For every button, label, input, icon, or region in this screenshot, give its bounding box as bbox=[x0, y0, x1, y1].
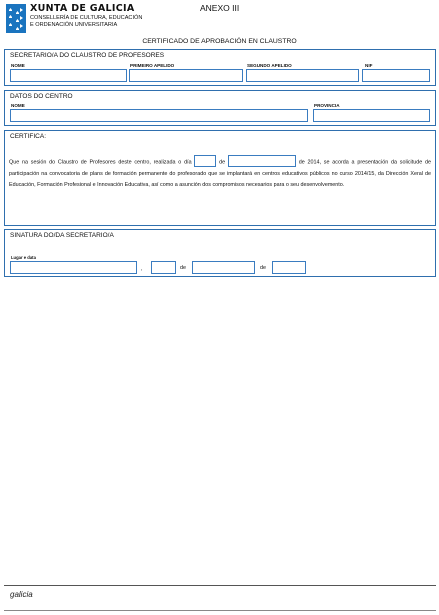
center-section-title: DATOS DO CENTRO bbox=[10, 93, 73, 100]
footer-galicia-logo: galicia bbox=[10, 590, 33, 599]
org-logo-text bbox=[30, 4, 142, 29]
de-separator-1: de bbox=[180, 265, 186, 271]
sign-day-field[interactable] bbox=[151, 261, 176, 274]
secretary-name-field[interactable] bbox=[10, 69, 127, 82]
first-surname-field[interactable] bbox=[129, 69, 243, 82]
center-name-label: NOME bbox=[11, 103, 25, 108]
comma-separator: , bbox=[141, 266, 143, 272]
second-surname-label: SEGUNDO APELIDO bbox=[247, 63, 292, 68]
document-title: CERTIFICADO DE APROBACIÓN EN CLAUSTRO bbox=[142, 38, 297, 45]
certify-text-part-3: de 2014, se acorda a presentación da solicitude de participación na convocatoria de plans de formación permanente do profesorado que se implantará en centros educativos públicos no curso 2014/15, da Dirección Xeral de Educación, Formación Profesional e Innovación Educativa, así como a asunción dos compromisos necesarios para o seu desenvolvemento. bbox=[9, 159, 432, 189]
certify-text bbox=[9, 155, 431, 192]
certify-section-title: CERTIFICA: bbox=[10, 133, 46, 140]
footer-bottom-divider bbox=[4, 610, 436, 611]
sign-year-field[interactable] bbox=[272, 261, 306, 274]
header bbox=[6, 4, 166, 34]
de-separator-2: de bbox=[260, 265, 266, 271]
secretary-name-label: NOME bbox=[11, 63, 25, 68]
center-name-field[interactable] bbox=[10, 109, 308, 122]
place-date-label: Lugar e data bbox=[11, 255, 36, 260]
center-section bbox=[4, 90, 436, 126]
galicia-flag-icon bbox=[6, 4, 26, 33]
nif-field[interactable] bbox=[362, 69, 430, 82]
province-label: PROVINCIA bbox=[314, 103, 340, 108]
session-day-field[interactable] bbox=[194, 155, 216, 167]
certify-text-part-2: de bbox=[219, 159, 226, 166]
dept-line-2: E ORDENACIÓN UNIVERSITARIA bbox=[30, 22, 118, 29]
signature-section-title: SINATURA DO/DA SECRETARIO/A bbox=[10, 232, 114, 239]
secretary-section-title: SECRETARIO/A DO CLAUSTRO DE PROFESORES bbox=[10, 52, 165, 59]
nif-label: NIF bbox=[365, 63, 373, 68]
annex-label: ANEXO III bbox=[200, 3, 240, 13]
session-month-field[interactable] bbox=[228, 155, 296, 167]
org-name: XUNTA DE GALICIA bbox=[30, 3, 135, 14]
sign-month-field[interactable] bbox=[192, 261, 255, 274]
place-field[interactable] bbox=[10, 261, 137, 274]
certify-text-part-1: Que na sesión do Claustro de Profesores deste centro, realizada o día bbox=[9, 159, 192, 166]
province-field[interactable] bbox=[313, 109, 430, 122]
second-surname-field[interactable] bbox=[246, 69, 359, 82]
footer-divider bbox=[4, 585, 436, 586]
signature-section bbox=[4, 229, 436, 277]
first-surname-label: PRIMEIRO APELIDO bbox=[130, 63, 175, 68]
secretary-section bbox=[4, 49, 436, 86]
dept-line-1: CONSELLERÍA DE CULTURA, EDUCACIÓN bbox=[30, 15, 143, 21]
certify-section bbox=[4, 130, 436, 226]
